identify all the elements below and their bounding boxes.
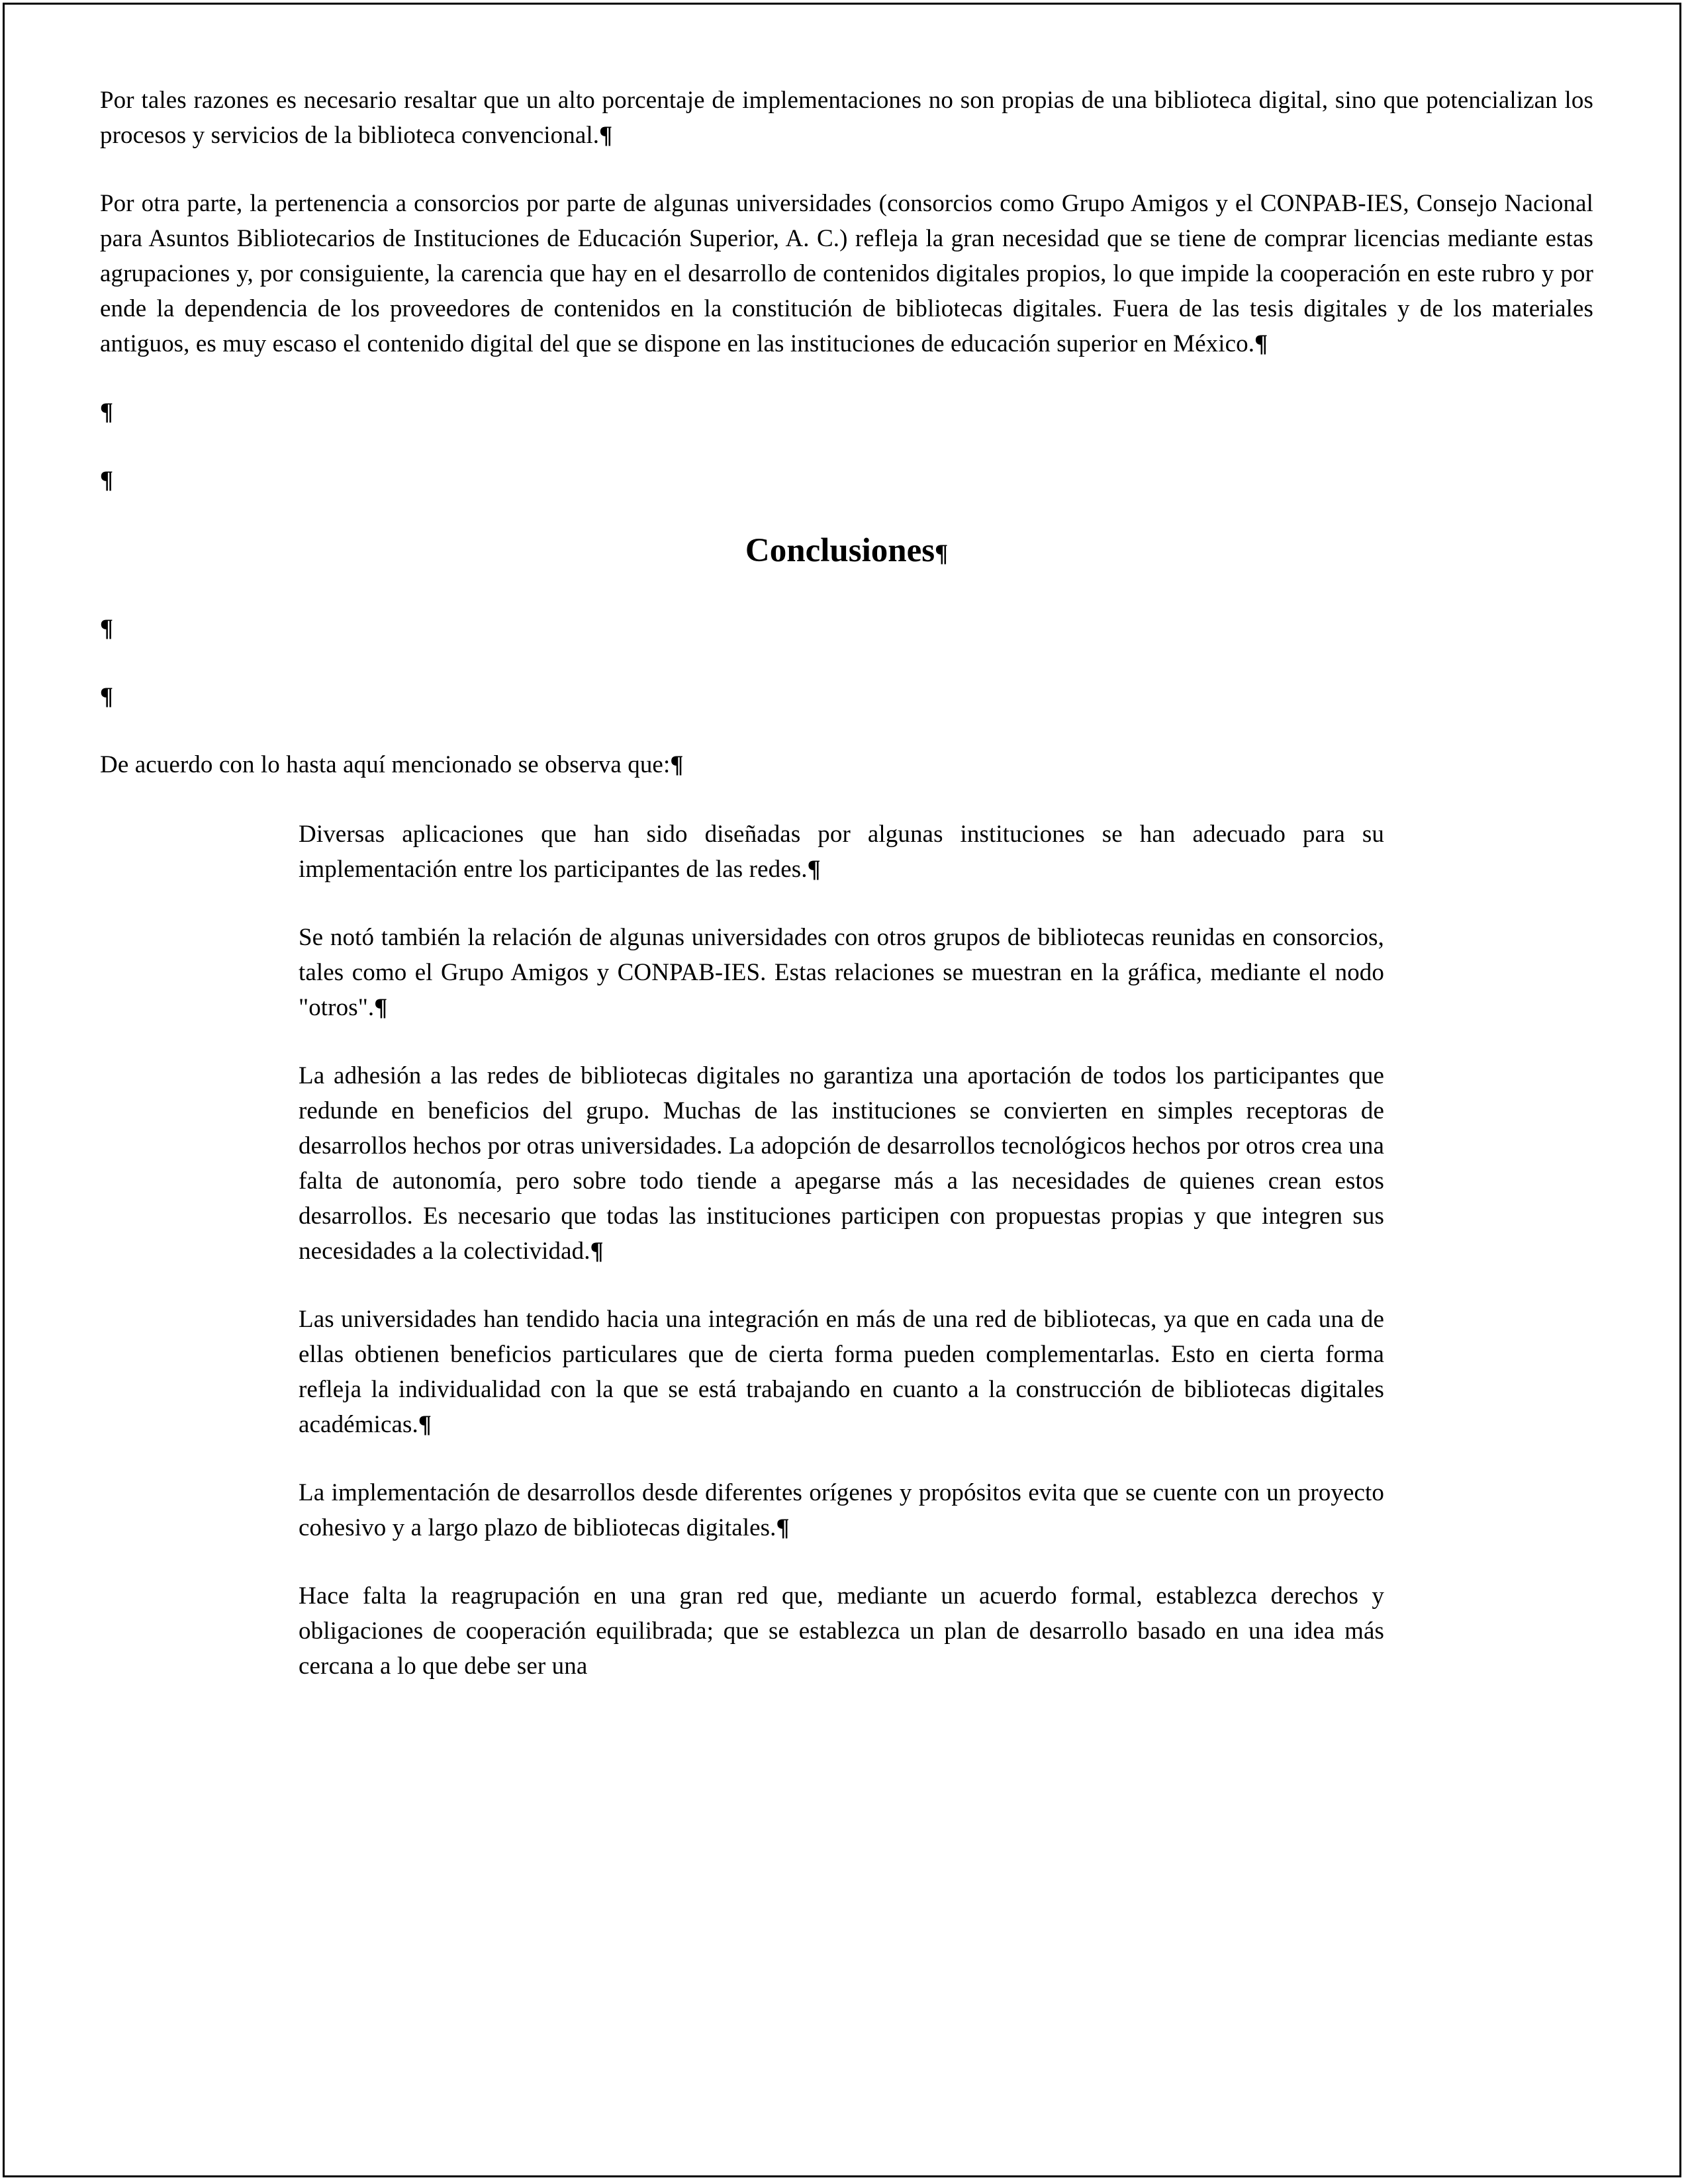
conclusion-text: Hace falta la reagrupación en una gran red que, mediante un acuerdo formal, establezca derechos y obligaciones de cooperación equilibrada; que se establezca un plan de desarrollo basado en una idea más cercana a lo que debe ser una [299,1582,1384,1680]
paragraph-consorcios [100,186,1593,361]
section-heading [100,531,1593,574]
paragraph-text: Por otra parte, la pertenencia a consorcios por parte de algunas universidades (consorcios como Grupo Amigos y el CONPAB-IES, Consejo Nacional para Asuntos Bibliotecarios de Instituciones de Educación Superior, A. C.) refleja la gran necesidad que se tiene de comprar licencias mediante estas agrupaciones y, por consiguiente, la carencia que hay en el desarrollo de contenidos digitales propios, lo que impide la cooperación en este rubro y por ende la dependencia de los proveedores de contenidos en la constitución de bibliotecas digitales. Fuera de las tesis digitales y de los materiales antiguos, es muy escaso el contenido digital del que se dispone en las instituciones de educación superior en México. [100,190,1593,357]
conclusion-item [299,1058,1384,1269]
paragraph-lead-in [100,747,1593,782]
paragraph-text: Por tales razones es necesario resaltar que un alto porcentaje de implementaciones no son propias de una biblioteca digital, sino que potencializan los procesos y servicios de la biblioteca convencional. [100,87,1593,149]
empty-paragraph-2 [100,463,1593,498]
pilcrow-mark: ¶ [374,994,388,1021]
conclusion-text: La implementación de desarrollos desde diferentes orígenes y propósitos evita que se cuente con un proyecto cohesivo y a largo plazo de bibliotecas digitales. [299,1479,1384,1541]
conclusion-item [299,1475,1384,1545]
pilcrow-mark: ¶ [418,1411,432,1438]
pilcrow-mark: ¶ [100,615,114,642]
pilcrow-mark: ¶ [100,683,114,710]
conclusion-text: Las universidades han tendido hacia una integración en más de una red de bibliotecas, ya que en cada una de ellas obtienen beneficios particulares que de cierta forma pueden complementarlas. Esto en cierta forma refleja la individualidad con la que se está trabajando en cuanto a la construcción de bibliotecas digitales académicas. [299,1306,1384,1438]
document-page [3,3,1681,2177]
page-content [100,83,1593,1684]
paragraph-text: De acuerdo con lo hasta aquí mencionado se observa que: [100,751,671,778]
conclusion-item [299,817,1384,887]
heading-text: Conclusiones [745,532,935,569]
pilcrow-mark: ¶ [590,1238,604,1265]
pilcrow-mark: ¶ [1254,330,1268,357]
empty-paragraph-3 [100,611,1593,646]
pilcrow-mark: ¶ [100,467,114,494]
empty-paragraph-1 [100,394,1593,430]
conclusion-text: Se notó también la relación de algunas universidades con otros grupos de bibliotecas reunidas en consorcios, tales como el Grupo Amigos y CONPAB-IES. Estas relaciones se muestran en la gráfica, mediante el nodo "otros". [299,924,1384,1021]
conclusion-item [299,920,1384,1025]
pilcrow-mark: ¶ [776,1514,790,1541]
conclusions-list [299,817,1384,1684]
pilcrow-mark: ¶ [807,856,821,883]
pilcrow-mark: ¶ [100,398,114,426]
pilcrow-mark: ¶ [935,540,949,567]
empty-paragraph-4 [100,679,1593,714]
conclusion-text: Diversas aplicaciones que han sido diseñadas por algunas instituciones se han adecuado para su implementación entre los participantes de las redes. [299,821,1384,883]
pilcrow-mark: ¶ [670,751,684,778]
conclusion-text: La adhesión a las redes de bibliotecas digitales no garantiza una aportación de todos los participantes que redunde en beneficios del grupo. Muchas de las instituciones se convierten en simples receptoras de desarrollos hechos por otras universidades. La adopción de desarrollos tecnológicos hechos por otros crea una falta de autonomía, pero sobre todo tiende a apegarse más a las necesidades de quienes crean estos desarrollos. Es necesario que todas las instituciones participen con propuestas propias y que integren sus necesidades a la colectividad. [299,1062,1384,1265]
conclusion-item [299,1302,1384,1442]
pilcrow-mark: ¶ [599,122,613,149]
paragraph-razones [100,83,1593,153]
conclusion-item [299,1578,1384,1684]
